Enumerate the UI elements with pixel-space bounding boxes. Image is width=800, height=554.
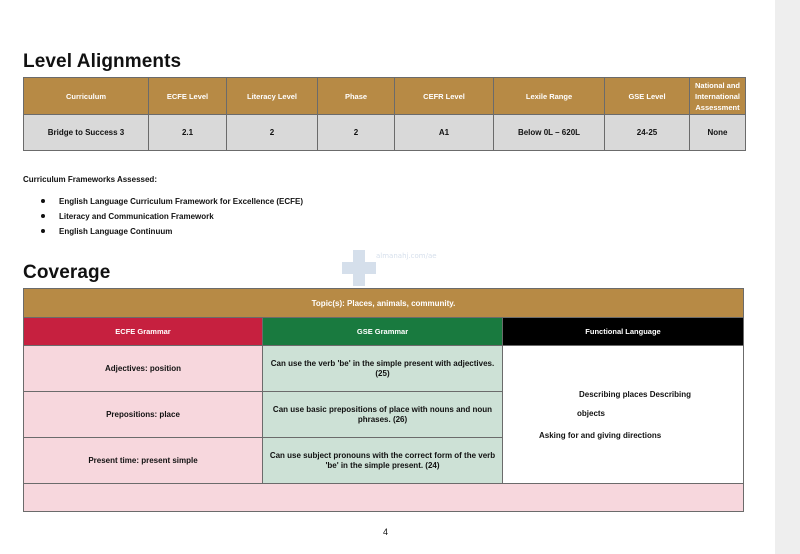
coverage-header-row xyxy=(24,318,744,346)
bullet-icon xyxy=(41,199,45,203)
table-row xyxy=(24,346,744,392)
functional-language-cell xyxy=(503,346,744,484)
bullet-icon xyxy=(41,229,45,233)
ecfe-grammar-cell: Present time: present simple xyxy=(24,438,263,484)
coverage-heading: Coverage xyxy=(23,262,111,283)
header-literacy-level: Literacy Level xyxy=(227,78,318,115)
framework-label: Literacy and Communication Framework xyxy=(59,212,214,221)
watermark-text: almanahj.com/ae xyxy=(376,252,437,260)
list-item xyxy=(23,196,303,211)
bullet-icon xyxy=(41,214,45,218)
header-cefr-level: CEFR Level xyxy=(395,78,494,115)
cell-literacy-level: 2 xyxy=(227,115,318,151)
alignment-header-row xyxy=(24,78,746,115)
coverage-table xyxy=(23,288,744,512)
functional-line: objects xyxy=(577,408,606,418)
functional-language-header: Functional Language xyxy=(503,318,744,346)
cell-ecfe-level: 2.1 xyxy=(149,115,227,151)
list-item xyxy=(23,211,303,226)
header-curriculum: Curriculum xyxy=(24,78,149,115)
cell-curriculum: Bridge to Success 3 xyxy=(24,115,149,151)
header-phase: Phase xyxy=(318,78,395,115)
gse-grammar-cell: Can use subject pronouns with the correct form of the verb 'be' in the simple present. (24) xyxy=(263,438,503,484)
header-assessment: National and International Assessment xyxy=(690,78,746,115)
watermark-logo xyxy=(342,250,437,290)
page-number: 4 xyxy=(383,527,389,537)
header-ecfe-level: ECFE Level xyxy=(149,78,227,115)
blank-row xyxy=(24,484,744,512)
level-alignments-heading: Level Alignments xyxy=(23,51,182,72)
header-lexile-range: Lexile Range xyxy=(494,78,605,115)
viewer-side-gutter xyxy=(775,0,800,554)
topic-cell: Topic(s): Places, animals, community. xyxy=(24,289,744,318)
functional-line: Describing places Describing xyxy=(579,389,692,399)
frameworks-heading: Curriculum Frameworks Assessed: xyxy=(23,175,157,184)
watermark-cross-icon xyxy=(342,250,376,286)
level-alignment-table xyxy=(23,77,746,151)
blank-cell xyxy=(24,484,744,512)
cell-lexile-range: Below 0L – 620L xyxy=(494,115,605,151)
alignment-data-row xyxy=(24,115,746,151)
ecfe-grammar-cell: Prepositions: place xyxy=(24,392,263,438)
frameworks-section xyxy=(23,175,303,241)
topic-row xyxy=(24,289,744,318)
framework-label: English Language Curriculum Framework for Excellence (ECFE) xyxy=(59,197,304,206)
framework-label: English Language Continuum xyxy=(59,227,173,236)
frameworks-list xyxy=(23,196,303,241)
gse-grammar-header: GSE Grammar xyxy=(263,318,503,346)
cell-cefr-level: A1 xyxy=(395,115,494,151)
cell-assessment: None xyxy=(690,115,746,151)
ecfe-grammar-cell: Adjectives: position xyxy=(24,346,263,392)
header-gse-level: GSE Level xyxy=(605,78,690,115)
cell-phase: 2 xyxy=(318,115,395,151)
gse-grammar-cell: Can use the verb 'be' in the simple present with adjectives. (25) xyxy=(263,346,503,392)
cell-gse-level: 24-25 xyxy=(605,115,690,151)
ecfe-grammar-header: ECFE Grammar xyxy=(24,318,263,346)
gse-grammar-cell: Can use basic prepositions of place with nouns and noun phrases. (26) xyxy=(263,392,503,438)
list-item xyxy=(23,226,303,241)
functional-line: Asking for and giving directions xyxy=(539,430,662,440)
